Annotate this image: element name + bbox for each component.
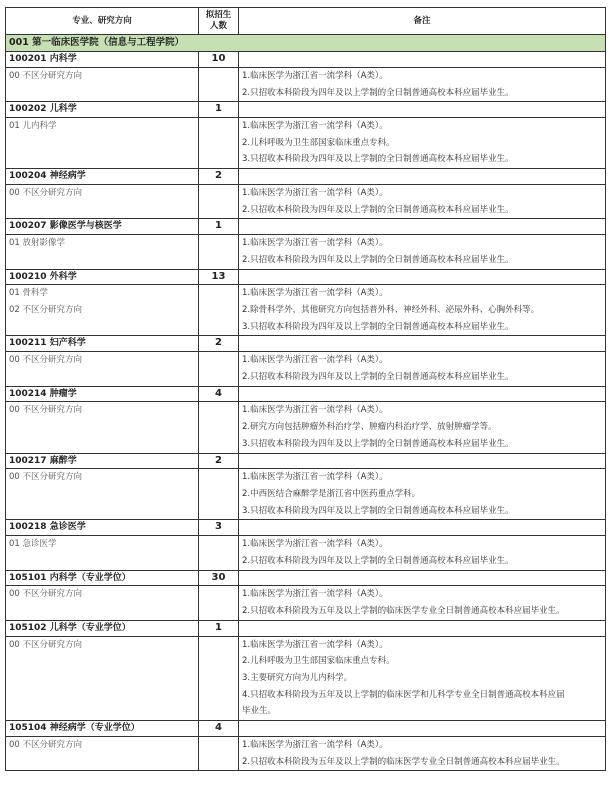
remark-line: 1.临床医学为浙江省一流学科（A类）。 [242,472,388,483]
remark-line: 1.临床医学为浙江省一流学科（A类）。 [242,639,388,650]
major-blank-cell [239,520,606,536]
major-blank-cell [239,570,606,586]
major-row [6,169,606,185]
count-blank-cell [199,536,239,570]
major-name: 100210 外科学 [6,269,199,285]
enrollment-count: 1 [199,219,239,235]
college-row [6,35,606,52]
enrollment-count: 2 [199,453,239,469]
major-row [6,570,606,586]
remark-line: 3.只招收本科阶段为四年及以上学制的全日制普通高校本科应届毕业生。 [242,321,514,332]
detail-row [6,184,606,218]
major-row [6,269,606,285]
research-direction: 00 不区分研究方向 [9,70,83,81]
major-row [6,52,606,68]
direction-cell [6,736,199,770]
count-blank-cell [199,235,239,269]
remarks-cell [239,352,606,386]
enrollment-count: 1 [199,102,239,118]
admissions-table [5,7,606,771]
remark-line: 3.只招收本科阶段为四年及以上学制的全日制普通高校本科应届毕业生。 [242,154,514,165]
direction-cell [6,184,199,218]
research-direction: 00 不区分研究方向 [9,589,83,600]
remark-line: 毕业生。 [242,706,277,717]
detail-row [6,636,606,721]
header-row [6,8,606,35]
remark-line: 1.临床医学为浙江省一流学科（A类）。 [242,739,388,750]
remark-line: 2.只招收本科阶段为四年及以上学制的全日制普通高校本科应届毕业生。 [242,254,514,265]
enrollment-count: 4 [199,721,239,737]
major-row [6,620,606,636]
detail-row [6,402,606,453]
count-blank-cell [199,67,239,101]
remark-line: 3.只招收本科阶段为四年及以上学制的全日制普通高校本科应届毕业生。 [242,438,514,449]
remarks-cell [239,636,606,721]
major-row [6,453,606,469]
enrollment-count: 2 [199,169,239,185]
research-direction: 01 儿内科学 [9,121,57,131]
detail-row [6,586,606,620]
remarks-cell [239,536,606,570]
research-direction: 00 不区分研究方向 [9,472,83,483]
enrollment-count: 13 [199,269,239,285]
remark-line: 2.只招收本科阶段为四年及以上学制的全日制普通高校本科应届毕业生。 [242,555,514,566]
major-name: 105104 神经病学（专业学位） [6,721,199,737]
detail-row [6,235,606,269]
remark-line: 2.只招收本科阶段为五年及以上学制的临床医学专业全日制普通高校本科应届毕业生。 [242,756,565,767]
major-row [6,721,606,737]
major-row [6,386,606,402]
detail-row [6,67,606,101]
detail-row [6,285,606,336]
remark-line: 2.只招收本科阶段为五年及以上学制的临床医学专业全日制普通高校本科应届毕业生。 [242,606,565,617]
direction-cell [6,67,199,101]
remark-line: 2.只招收本科阶段为四年及以上学制的全日制普通高校本科应届毕业生。 [242,87,514,98]
detail-row [6,352,606,386]
research-direction: 00 不区分研究方向 [9,639,83,650]
remark-line: 1.临床医学为浙江省一流学科（A类）。 [242,187,388,198]
research-direction: 01 放射影像学 [9,238,66,249]
major-blank-cell [239,52,606,68]
major-blank-cell [239,102,606,118]
header-enrollment-count: 拟招生 人数 [199,8,239,35]
table-body [6,35,606,771]
count-blank-cell [199,285,239,336]
college-name: 001 第一临床医学院（信息与工程学院） [6,35,606,52]
remarks-cell [239,67,606,101]
detail-row [6,469,606,520]
major-name: 100204 神经病学 [6,169,199,185]
admissions-table-wrapper [5,7,605,771]
remark-line: 2.只招收本科阶段为四年及以上学制的全日制普通高校本科应届毕业生。 [242,204,514,215]
header-major-direction: 专业、研究方向 [6,8,199,35]
remarks-cell [239,736,606,770]
research-direction: 00 不区分研究方向 [9,187,83,198]
direction-cell [6,285,199,336]
count-blank-cell [199,118,239,169]
remark-line: 3.只招收本科阶段为四年及以上学制的全日制普通高校本科应届毕业生。 [242,505,514,516]
major-name: 100202 儿科学 [6,102,199,118]
remark-line: 2.中西医结合麻醉学是浙江省中医药重点学科。 [242,489,421,500]
major-name: 105101 内科学（专业学位） [6,570,199,586]
remark-line: 2.儿科呼吸为卫生部国家临床重点专科。 [242,656,395,667]
count-blank-cell [199,184,239,218]
direction-cell [6,586,199,620]
remark-line: 1.临床医学为浙江省一流学科（A类）。 [242,539,388,550]
remark-line: 2.除骨科学外，其他研究方向包括普外科、神经外科、泌尿外科、心胸外科等。 [242,305,540,316]
direction-cell [6,636,199,721]
enrollment-count: 3 [199,520,239,536]
major-blank-cell [239,169,606,185]
remark-line: 1.临床医学为浙江省一流学科（A类）。 [242,121,388,131]
direction-cell [6,118,199,169]
detail-row [6,736,606,770]
count-blank-cell [199,736,239,770]
major-blank-cell [239,721,606,737]
enrollment-count: 10 [199,52,239,68]
major-row [6,219,606,235]
detail-row [6,118,606,169]
remark-line: 1.临床医学为浙江省一流学科（A类）。 [242,288,388,299]
major-name: 100214 肿瘤学 [6,386,199,402]
remark-line: 1.临床医学为浙江省一流学科（A类）。 [242,70,388,81]
remarks-cell [239,586,606,620]
remarks-cell [239,184,606,218]
major-blank-cell [239,453,606,469]
research-direction: 01 骨科学 [9,288,49,299]
direction-cell [6,402,199,453]
direction-cell [6,469,199,520]
research-direction: 00 不区分研究方向 [9,739,83,750]
remark-line: 3.主要研究方向为儿内科学。 [242,673,353,684]
enrollment-count: 1 [199,620,239,636]
direction-cell [6,235,199,269]
major-row [6,102,606,118]
major-row [6,520,606,536]
remark-line: 1.临床医学为浙江省一流学科（A类）。 [242,355,388,366]
research-direction: 00 不区分研究方向 [9,405,83,416]
major-name: 100218 急诊医学 [6,520,199,536]
count-blank-cell [199,636,239,721]
major-blank-cell [239,219,606,235]
major-name: 100207 影像医学与核医学 [6,219,199,235]
major-row [6,336,606,352]
major-name: 105102 儿科学（专业学位） [6,620,199,636]
remark-line: 1.临床医学为浙江省一流学科（A类）。 [242,589,388,600]
remark-line: 1.临床医学为浙江省一流学科（A类）。 [242,405,388,416]
major-blank-cell [239,620,606,636]
direction-cell [6,352,199,386]
research-direction: 01 急诊医学 [9,539,57,550]
major-blank-cell [239,386,606,402]
remarks-cell [239,402,606,453]
major-blank-cell [239,336,606,352]
count-blank-cell [199,586,239,620]
enrollment-count: 4 [199,386,239,402]
count-blank-cell [199,352,239,386]
major-name: 100211 妇产科学 [6,336,199,352]
research-direction: 00 不区分研究方向 [9,355,83,366]
remark-line: 4.只招收本科阶段为五年及以上学制的临床医学和儿科学专业全日制普通高校本科应届 [242,689,565,700]
major-name: 100217 麻醉学 [6,453,199,469]
remark-line: 1.临床医学为浙江省一流学科（A类）。 [242,238,388,249]
remark-line: 2.研究方向包括肿瘤外科治疗学、肿瘤内科治疗学、放射肿瘤学等。 [242,422,497,433]
research-direction: 02 不区分研究方向 [9,305,83,316]
major-name: 100201 内科学 [6,52,199,68]
remarks-cell [239,285,606,336]
remarks-cell [239,118,606,169]
count-blank-cell [199,402,239,453]
enrollment-count: 30 [199,570,239,586]
major-blank-cell [239,269,606,285]
header-remarks: 备注 [239,8,606,35]
remark-line: 2.儿科呼吸为卫生部国家临床重点专科。 [242,137,395,148]
remark-line: 2.只招收本科阶段为四年及以上学制的全日制普通高校本科应届毕业生。 [242,371,514,382]
direction-cell [6,536,199,570]
enrollment-count: 2 [199,336,239,352]
count-blank-cell [199,469,239,520]
remarks-cell [239,235,606,269]
remarks-cell [239,469,606,520]
detail-row [6,536,606,570]
